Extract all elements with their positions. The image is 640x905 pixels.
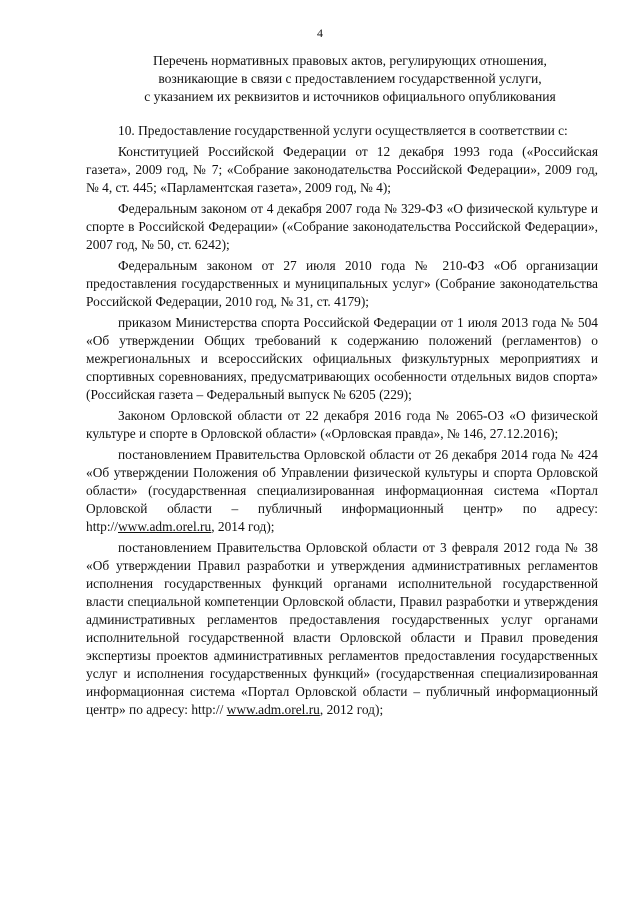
paragraph-text: 10. Предоставление государственной услуги осуществляется в соответствии с:: [118, 123, 568, 138]
paragraph-text: приказом Министерства спорта Российской Федерации от 1 июля 2013 года № 504 «Об утверждении Общих требований к содержанию положений (регламентов) о межрегиональных и всероссийских официальных физкультурных мероприятиях и спортивных соревнованиях, предусматривающих особенности отдельных видов спорта» (Российская газета – Федеральный выпуск № 6205 (229);: [86, 315, 598, 402]
paragraph-fz-329: [86, 200, 598, 254]
document-body: [86, 122, 598, 722]
paragraph-text: постановлением Правительства Орловской области от 26 декабря 2014 года № 424 «Об утверждении Положения об Управлении физической культуры и спорта Орловской области» (государственная специализированная информационная система «Портал Орловской области – публичный информационный центр» по адресу: http://: [86, 447, 598, 534]
paragraph-resolution-424: [86, 446, 598, 536]
page-number: 4: [317, 26, 323, 40]
paragraph-order-504: [86, 314, 598, 404]
heading-line: возникающие в связи с предоставлением государственной услуги,: [158, 71, 542, 86]
paragraph-text-end: , 2012 год);: [319, 702, 384, 717]
paragraph-constitution: [86, 143, 598, 197]
paragraph-text: Федеральным законом от 4 декабря 2007 года № 329-ФЗ «О физической культуре и спорте в Российской Федерации» («Собрание законодательства Российской Федерации», 2007 год, № 50, ст. 6242);: [86, 201, 598, 252]
portal-link[interactable]: www.adm.orel.ru: [226, 702, 320, 717]
paragraph-text: Конституцией Российской Федерации от 12 декабря 1993 года («Российская газета», 2009 год, № 7; «Собрание законодательства Российской Федерации», 2009 год, № 4, ст. 445; «Парламентская газета», 2009 год, № 4);: [86, 144, 598, 195]
paragraph-text: постановлением Правительства Орловской области от 3 февраля 2012 года № 38 «Об утверждении Правил разработки и утверждения административных регламентов исполнения государственных функций органами исполнительной государственной власти специальной компетенции Орловской области, Правил разработки и утверждения административных регламентов предоставления государственных услуг органами исполнительной государственной власти Орловской области и Правил проведения экспертизы проектов административных регламентов предоставления государственных услуг и исполнения государственных функций» (государственная специализированная информационная система «Портал Орловской области – публичный информационный центр» по адресу: http://: [86, 540, 598, 717]
heading-line: с указанием их реквизитов и источников официального опубликования: [144, 89, 556, 104]
paragraph-law-2065: [86, 407, 598, 443]
paragraph-fz-210: [86, 257, 598, 311]
portal-link[interactable]: www.adm.orel.ru: [118, 519, 212, 534]
paragraph-text: Законом Орловской области от 22 декабря 2016 года № 2065-ОЗ «О физической культуре и спорте в Орловской области» («Орловская правда», № 146, 27.12.2016);: [86, 408, 598, 441]
paragraph-resolution-38: [86, 539, 598, 719]
section-heading: [90, 52, 610, 106]
heading-line: Перечень нормативных правовых актов, регулирующих отношения,: [153, 53, 547, 68]
paragraph-text: Федеральным законом от 27 июля 2010 года № 210-ФЗ «Об организации предоставления государственных и муниципальных услуг» (Собрание законодательства Российской Федерации, 2010 год, № 31, ст. 4179);: [86, 258, 598, 309]
paragraph-text-end: , 2014 год);: [211, 519, 275, 534]
paragraph-intro: [86, 122, 598, 140]
